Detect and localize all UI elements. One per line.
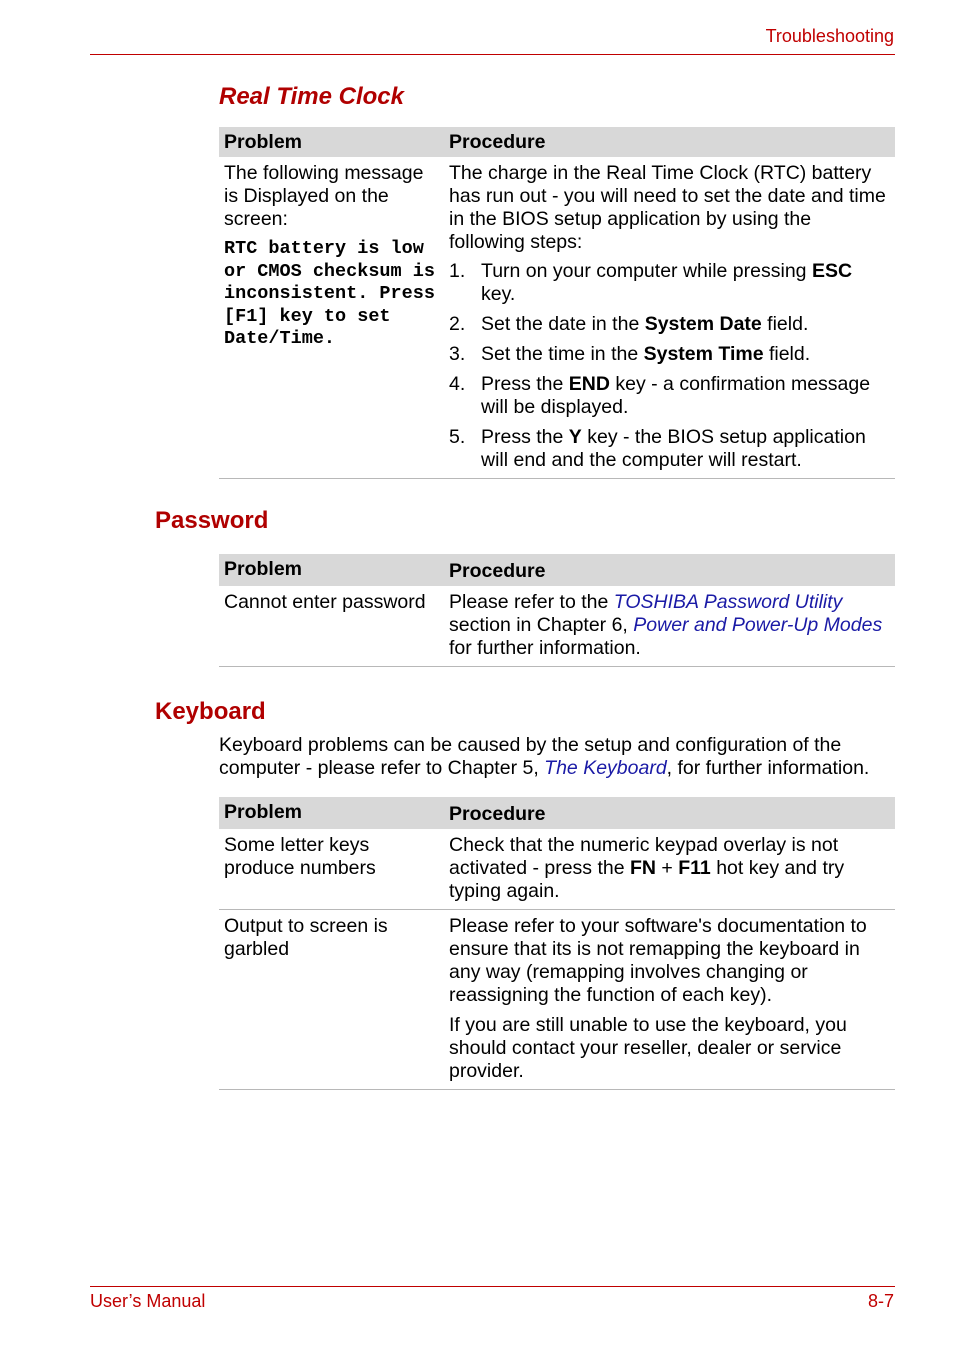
chapter-title: Troubleshooting (765, 26, 894, 46)
step-number: 3. (449, 343, 466, 365)
step-text: field. (761, 313, 809, 335)
plus-text: + (656, 857, 679, 879)
step-key: ESC (811, 260, 853, 282)
toshiba-password-utility-link[interactable]: TOSHIBA Password Utility (613, 591, 843, 613)
keyboard-table (219, 797, 895, 1090)
intro-text: , for further information. (666, 757, 870, 779)
table-header-row (219, 127, 895, 157)
procedure-cell (444, 829, 895, 910)
password-table (219, 554, 895, 667)
procedure-text: for further information. (449, 637, 641, 659)
procedure-cell (444, 157, 895, 479)
fn-key: FN (630, 857, 657, 879)
list-item (449, 426, 891, 472)
step-number: 1. (449, 260, 466, 282)
step-key: Y (568, 426, 582, 448)
intro-text: Keyboard problems can be caused by the setup and configuration of the computer - please refer to Chapter 5, (219, 734, 842, 779)
step-text: Press the (481, 373, 569, 395)
f11-key: F11 (678, 857, 711, 879)
list-item (449, 313, 891, 336)
table-row (219, 910, 895, 1090)
step-number: 2. (449, 313, 466, 335)
step-key: END (568, 373, 610, 395)
procedure-paragraph: If you are still unable to use the keyboard, you should contact your reseller, dealer or service provider. (449, 1014, 847, 1082)
col-problem-header: Problem (219, 127, 444, 157)
table-header-row (219, 797, 895, 829)
manual-title: User’s Manual (90, 1291, 206, 1311)
step-text: Set the date in the (481, 313, 645, 335)
problem-cell: Cannot enter password (219, 586, 444, 667)
list-item (449, 260, 891, 306)
step-key: System Time (643, 343, 764, 365)
col-procedure-header: Procedure (444, 554, 895, 586)
step-text: key - the BIOS setup application will end and the computer will restart. (481, 426, 866, 471)
table-header-row (219, 554, 895, 586)
problem-cell (219, 157, 444, 479)
col-problem-header: Problem (219, 554, 444, 586)
table-row (219, 586, 895, 667)
header-rule (90, 54, 895, 55)
rtc-section-title: Real Time Clock (219, 83, 404, 110)
rtc-table (219, 127, 895, 479)
col-procedure-header: Procedure (444, 797, 895, 829)
problem-cell: Some letter keys produce numbers (219, 829, 444, 910)
procedure-text: hot key and try typing again. (449, 857, 845, 902)
step-text: Set the time in the (481, 343, 644, 365)
password-section-title: Password (155, 507, 269, 534)
procedure-intro: The charge in the Real Time Clock (RTC) battery has run out - you will need to set the date and time in the BIOS setup application by using the following steps: (449, 162, 886, 253)
power-modes-link[interactable]: Power and Power-Up Modes (633, 614, 883, 636)
procedure-text: Check that the numeric keypad overlay is not activated - press the (449, 834, 839, 879)
list-item (449, 343, 891, 366)
footer-rule (90, 1286, 895, 1287)
step-number: 5. (449, 426, 466, 448)
problem-cell: Output to screen is garbled (219, 910, 444, 1090)
step-key: System Date (644, 313, 762, 335)
page-number: 8-7 (867, 1291, 894, 1311)
table-row (219, 829, 895, 910)
problem-text: The following message is Displayed on the screen: (224, 162, 424, 230)
procedure-cell (444, 910, 895, 1090)
procedure-text: Please refer to the (449, 591, 614, 613)
step-text: key - a confirmation message will be displayed. (481, 373, 871, 418)
steps-list (449, 260, 891, 472)
keyboard-section-title: Keyboard (155, 698, 266, 725)
list-item (449, 373, 891, 419)
procedure-paragraph: Please refer to your software's documentation to ensure that its is not remapping the keyboard in any way (remapping involves changing or reassigning the function of each key). (449, 915, 867, 1006)
col-problem-header: Problem (219, 797, 444, 829)
col-procedure-header: Procedure (444, 127, 895, 157)
step-text: Press the (481, 426, 569, 448)
procedure-cell (444, 586, 895, 667)
procedure-text: section in Chapter 6, (449, 614, 634, 636)
keyboard-intro (219, 734, 909, 780)
step-text: Turn on your computer while pressing (481, 260, 812, 282)
table-row (219, 157, 895, 479)
step-number: 4. (449, 373, 466, 395)
step-text: key. (481, 283, 516, 305)
step-text: field. (763, 343, 811, 365)
error-message-code: RTC battery is low or CMOS checksum is inconsistent. Press [F1] key to set Date/Time. (224, 238, 435, 350)
the-keyboard-link[interactable]: The Keyboard (544, 757, 667, 779)
